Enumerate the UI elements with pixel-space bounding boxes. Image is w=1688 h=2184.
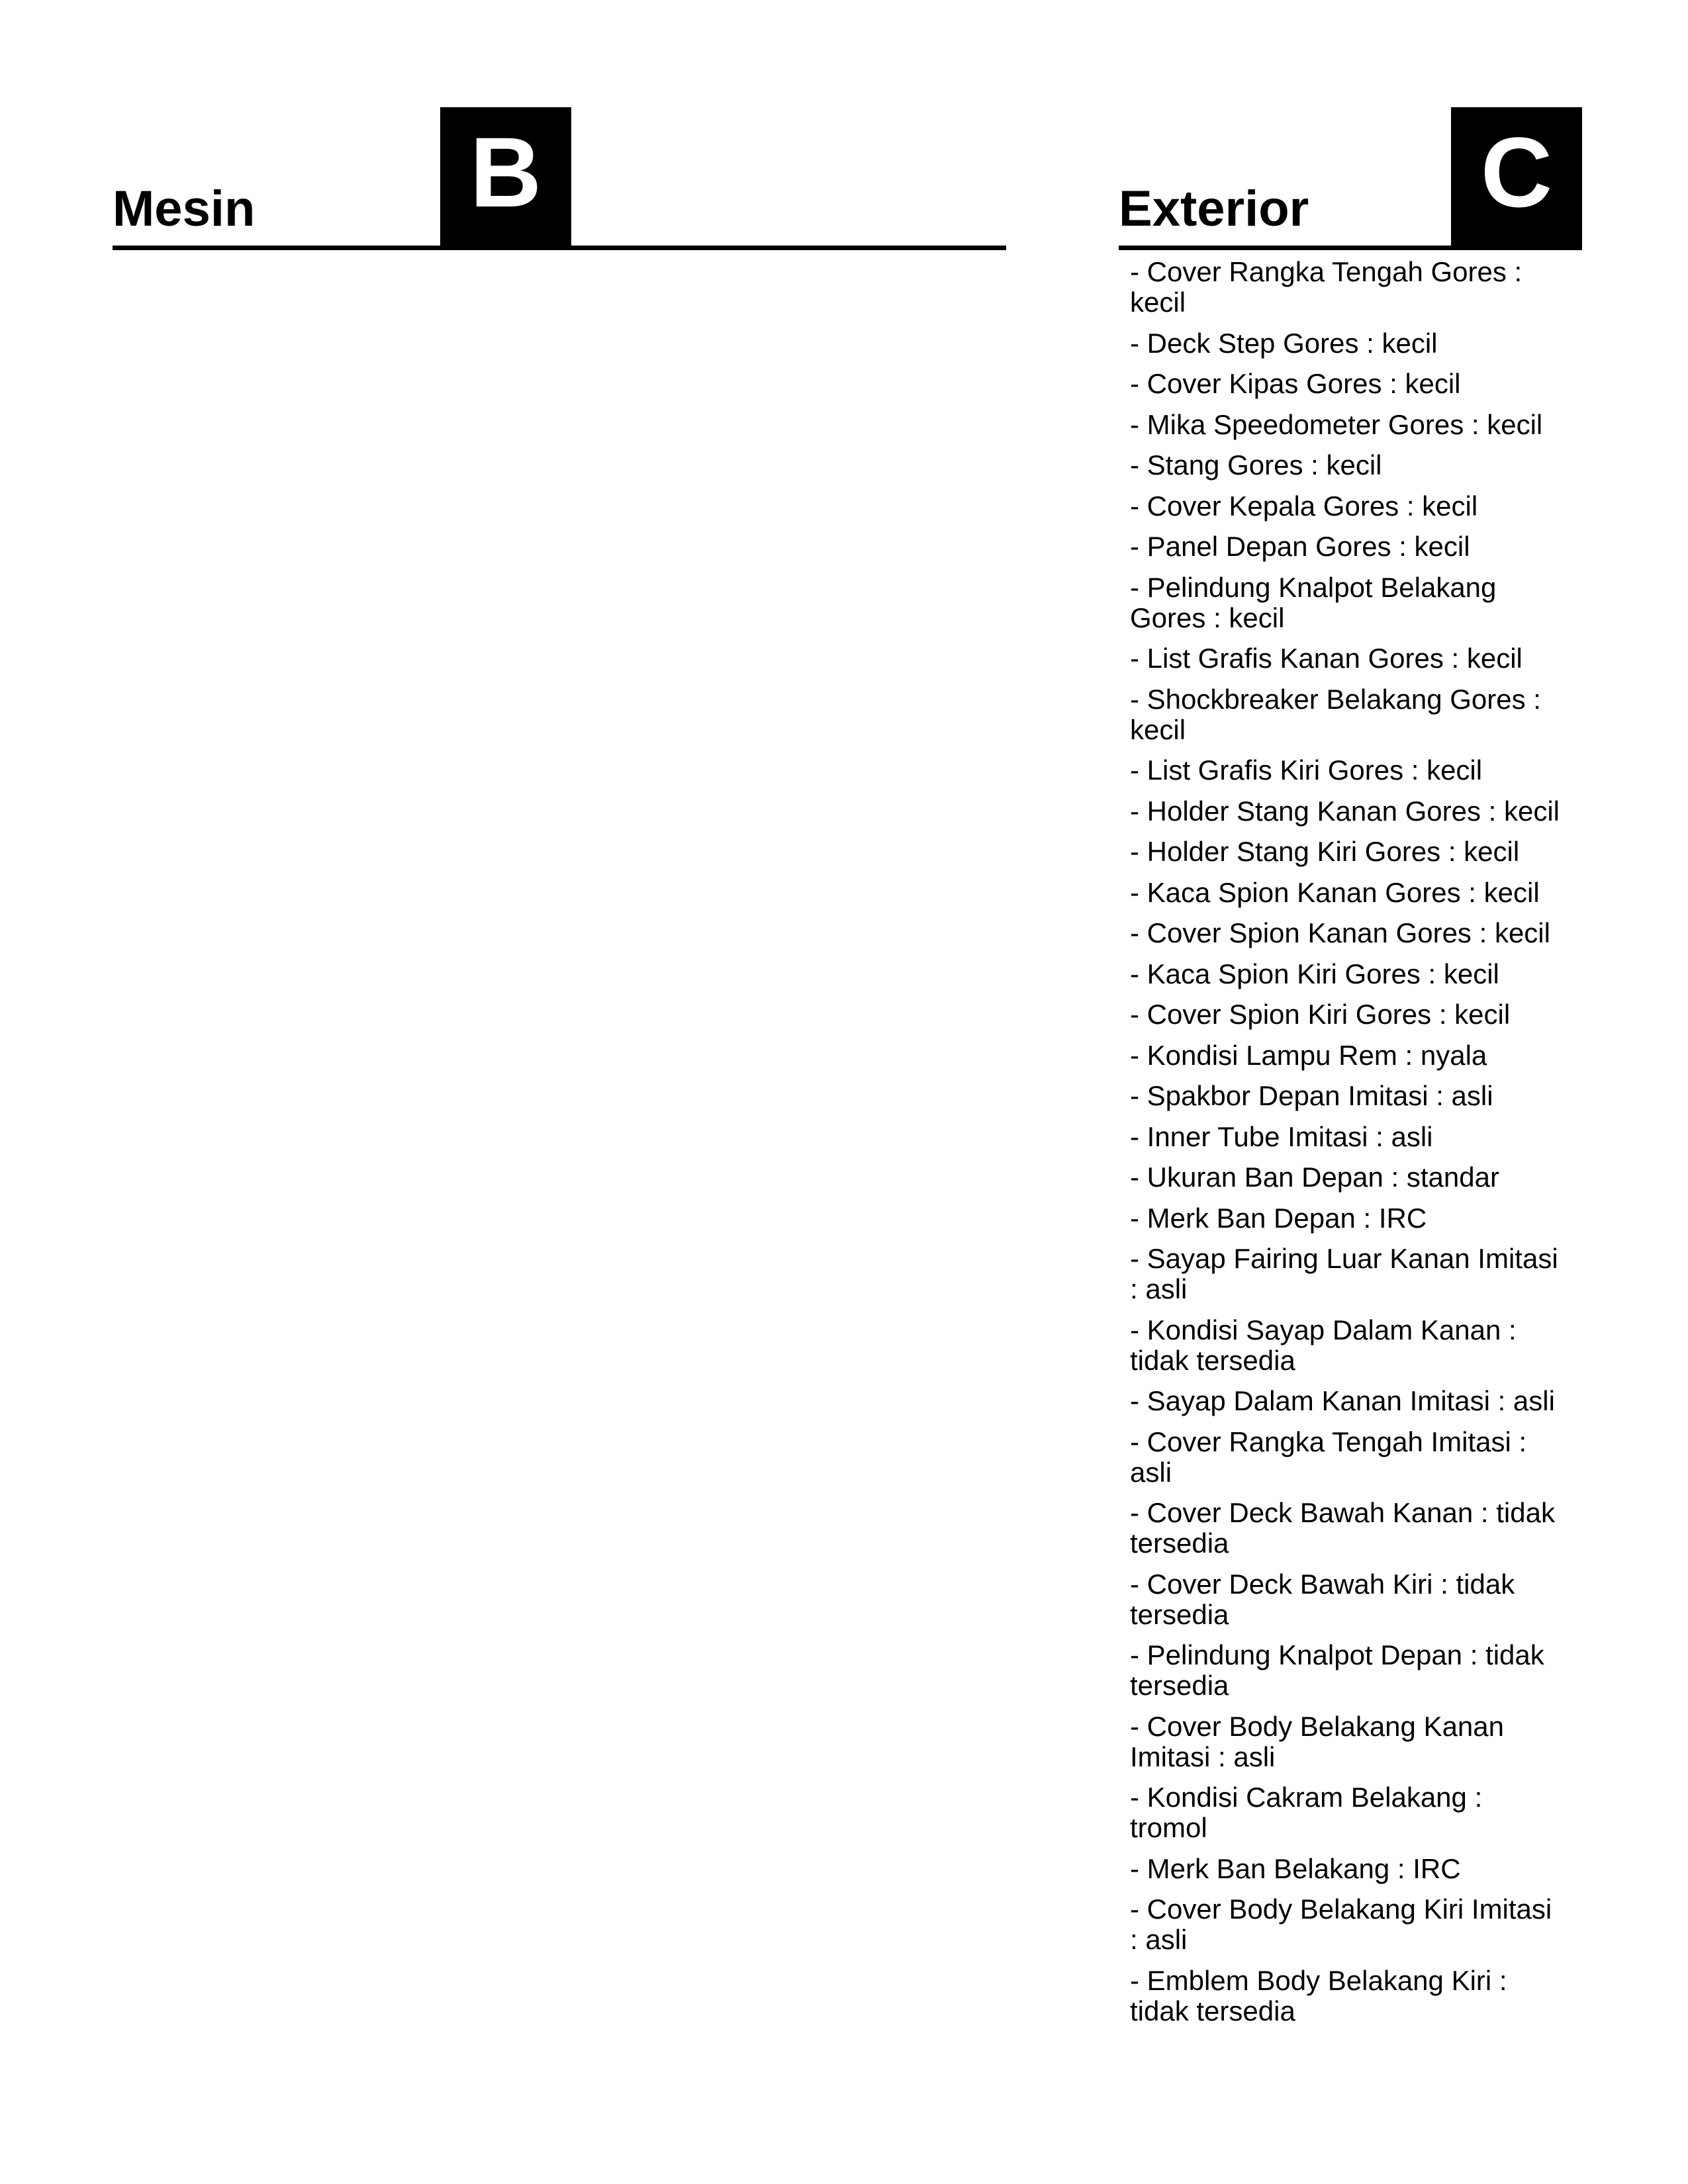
section-letter-c: C <box>1451 107 1582 246</box>
section-letter-b: B <box>440 107 571 246</box>
list-item: - Kondisi Cakram Belakang : tromol <box>1130 1782 1483 1843</box>
list-item: - Cover Kipas Gores : kecil <box>1130 368 1461 399</box>
list-item: - Mika Speedometer Gores : kecil <box>1130 408 1543 440</box>
list-item: - Cover Spion Kanan Gores : kecil <box>1130 917 1550 948</box>
list-item: - Kaca Spion Kanan Gores : kecil <box>1130 876 1540 908</box>
section-mesin <box>113 107 1006 250</box>
list-item: - Cover Rangka Tengah Gores : kecil <box>1130 256 1523 318</box>
section-divider <box>113 246 1006 250</box>
section-title-mesin: Mesin <box>113 181 256 237</box>
list-item: - Merk Ban Depan : IRC <box>1130 1202 1427 1234</box>
list-item: - Kaca Spion Kiri Gores : kecil <box>1130 958 1499 989</box>
list-item: - Cover Body Belakang Kanan Imitasi : asli <box>1130 1710 1505 1772</box>
list-item: - Stang Gores : kecil <box>1130 449 1382 480</box>
list-item: - Pelindung Knalpot Belakang Gores : kecil <box>1130 571 1497 633</box>
list-item: - Cover Body Belakang Kiri Imitasi : asli <box>1130 1893 1552 1955</box>
list-item: - Merk Ban Belakang : IRC <box>1130 1852 1461 1884</box>
list-item: - Panel Depan Gores : kecil <box>1130 531 1470 562</box>
list-item: - Sayap Dalam Kanan Imitasi : asli <box>1130 1385 1555 1416</box>
section-exterior <box>1119 107 1582 250</box>
list-item: - Ukuran Ban Depan : standar <box>1130 1161 1499 1193</box>
list-item: - Kondisi Sayap Dalam Kanan : tidak tersedia <box>1130 1314 1517 1376</box>
list-item: - Inner Tube Imitasi : asli <box>1130 1120 1433 1152</box>
list-item: - Cover Deck Bawah Kanan : tidak tersedia <box>1130 1497 1555 1559</box>
section-divider <box>1119 246 1582 250</box>
section-title-exterior: Exterior <box>1119 181 1309 237</box>
list-item: - Sayap Fairing Luar Kanan Imitasi : asli <box>1130 1243 1558 1304</box>
list-item: - Holder Stang Kanan Gores : kecil <box>1130 795 1560 827</box>
list-item: - List Grafis Kanan Gores : kecil <box>1130 643 1523 674</box>
list-item: - Kondisi Lampu Rem : nyala <box>1130 1039 1487 1071</box>
exterior-item-list <box>1130 257 1567 2036</box>
list-item: - Cover Deck Bawah Kiri : tidak tersedia <box>1130 1568 1515 1630</box>
list-item: - Emblem Body Belakang Kiri : tidak tersedia <box>1130 1964 1507 2026</box>
list-item: - Pelindung Knalpot Depan : tidak tersedia <box>1130 1639 1544 1701</box>
list-item: - Holder Stang Kiri Gores : kecil <box>1130 836 1520 867</box>
list-item: - Deck Step Gores : kecil <box>1130 327 1438 359</box>
list-item: - Cover Kepala Gores : kecil <box>1130 490 1478 522</box>
list-item: - List Grafis Kiri Gores : kecil <box>1130 754 1483 786</box>
list-item: - Shockbreaker Belakang Gores : kecil <box>1130 683 1541 745</box>
list-item: - Cover Spion Kiri Gores : kecil <box>1130 999 1511 1030</box>
list-item: - Cover Rangka Tengah Imitasi : asli <box>1130 1426 1527 1488</box>
list-item: - Spakbor Depan Imitasi : asli <box>1130 1080 1493 1111</box>
